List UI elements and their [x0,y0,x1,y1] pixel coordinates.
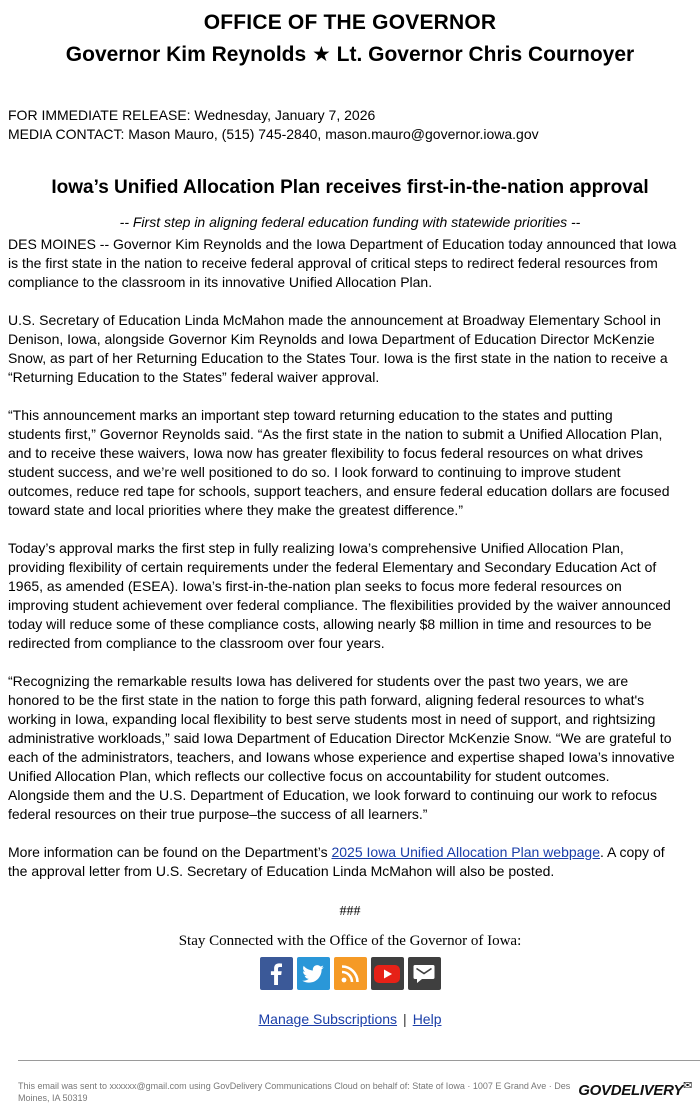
text-line: “This announcement marks an important step toward returning education to the states and putting [8,407,613,423]
paragraph-6 [8,843,700,881]
text-line: each of the administrators, teachers, and Iowans whose experience and expertise shaped Iowa’s innovative [8,749,675,765]
text-line: compliance to the classroom in its innovative Unified Allocation Plan. [8,274,433,290]
text-line: students first,” Governor Reynolds said. “As the first state in the nation to submit a Unified Allocation Plan, [8,426,663,442]
text-line: redirected from compliance to the classroom over four years. [8,635,385,651]
envelope-icon: ✉ [683,1080,692,1092]
twitter-button[interactable] [297,957,330,990]
text-line: “Returning Education to the States” federal waiver approval. [8,369,380,385]
text-line: Unified Allocation Plan, which reflects our collective focus on accountability for student outcomes. [8,768,610,784]
text-line: working in Iowa, expanding local flexibility to best serve students most in need of support, and rightsizing [8,711,656,727]
paragraph-3 [8,406,700,520]
article-body [0,235,700,881]
paragraph-2 [8,311,700,387]
manage-subscriptions-link[interactable]: Manage Subscriptions [258,1011,398,1027]
text-line: is the first state in the nation to receive federal approval of critical steps to redirect federal resources from [8,255,658,271]
footer-divider [18,1060,700,1061]
text-line: administrative workloads,” said Iowa Department of Education Director McKenzie Snow. “We are grateful to [8,730,672,746]
text-line: honored to be the first state in the nation to forge this path forward, aligning federal resources to what's [8,692,645,708]
headline: Iowa’s Unified Allocation Plan receives first-in-the-nation approval [51,177,649,198]
paragraph-4 [8,539,700,653]
text-line: federal resources on their true purpose–the success of all learners.” [8,806,428,822]
media-contact: MEDIA CONTACT: Mason Mauro, (515) 745-2840, mason.mauro@governor.iowa.gov [8,126,539,142]
text-line: DES MOINES -- Governor Kim Reynolds and the Iowa Department of Education today announced that Iowa [8,236,677,252]
office-title: OFFICE OF THE GOVERNOR [203,11,497,34]
brand-text: GOVDELIVERY [578,1082,684,1099]
facebook-button[interactable] [260,957,293,990]
paragraph-5 [8,672,700,824]
text-line: “Recognizing the remarkable results Iowa has delivered for students over the past two years, we are [8,673,629,689]
facebook-icon [269,963,283,985]
footer-note: This email was sent to xxxxxx@gmail.com using GovDelivery Communications Cloud on behalf of: State of Iowa · 1007 E Grand Ave · Des Moines, IA 50319 [18,1081,571,1103]
end-mark: ### [339,904,361,919]
text-line: Today’s approval marks the first step in fully realizing Iowa’s comprehensive Unified Allocation Plan, [8,540,624,556]
release-date: FOR IMMEDIATE RELEASE: Wednesday, January 7, 2026 [8,107,376,123]
rss-icon [341,965,359,983]
text-line: and to receive these waivers, Iowa now has greater flexibility to focus federal resources on what drives [8,445,643,461]
text-line: toward state and local priorities where they make the greatest difference.” [8,502,463,518]
subscription-links [0,1010,700,1028]
email-icon [413,964,435,984]
text-fragment: More information can be found on the Department’s [8,844,332,860]
subheadline: -- First step in aligning federal education funding with statewide priorities -- [119,214,581,230]
uap-webpage-link[interactable]: 2025 Iowa Unified Allocation Plan webpage [331,844,601,860]
help-link[interactable]: Help [412,1011,442,1027]
text-line: improving student achievement over federal compliance. The flexibilities provided by the waiver announced [8,597,671,613]
link-separator: | [403,1011,407,1027]
text-line: Snow, as part of her Returning Education to the States Tour. Iowa is the first state in the nation to receive a [8,350,668,366]
text-line [8,843,700,862]
social-icons [0,957,700,990]
text-line: 1965, as amended (ESEA). Iowa’s first-in-the-nation plan seeks to focus more federal resources on [8,578,622,594]
youtube-icon [374,964,400,984]
text-line: providing flexibility of certain requirements under the federal Elementary and Secondary Education Act of [8,559,657,575]
text-line: U.S. Secretary of Education Linda McMahon made the announcement at Broadway Elementary School in [8,312,661,328]
text-fragment: . A copy of [600,844,665,860]
text-line: the approval letter from U.S. Secretary of Education Linda McMahon will also be posted. [8,863,555,879]
text-line: Denison, Iowa, alongside Governor Kim Reynolds and Iowa Department of Education Director McKenzie [8,331,655,347]
youtube-button[interactable] [371,957,404,990]
officials-line: Governor Kim Reynolds ★ Lt. Governor Chris Cournoyer [65,43,635,66]
release-meta [8,106,692,144]
stay-connected-label: Stay Connected with the Office of the Governor of Iowa: [178,933,522,949]
twitter-icon [302,965,324,983]
govdelivery-logo [578,1082,692,1099]
text-line: student success, and we’re well positioned to do so. I look forward to continuing to improve student [8,464,621,480]
text-line: Alongside them and the U.S. Department of Education, we look forward to continuing our work to refocus [8,787,658,803]
rss-button[interactable] [334,957,367,990]
email-button[interactable] [408,957,441,990]
text-line: today will reduce some of these compliance costs, allowing nearly $8 million in time and resources to be [8,616,652,632]
press-header [0,0,700,72]
text-line: outcomes, reduce red tape for schools, support teachers, and ensure federal education dollars are focused [8,483,670,499]
paragraph-1 [8,235,700,292]
